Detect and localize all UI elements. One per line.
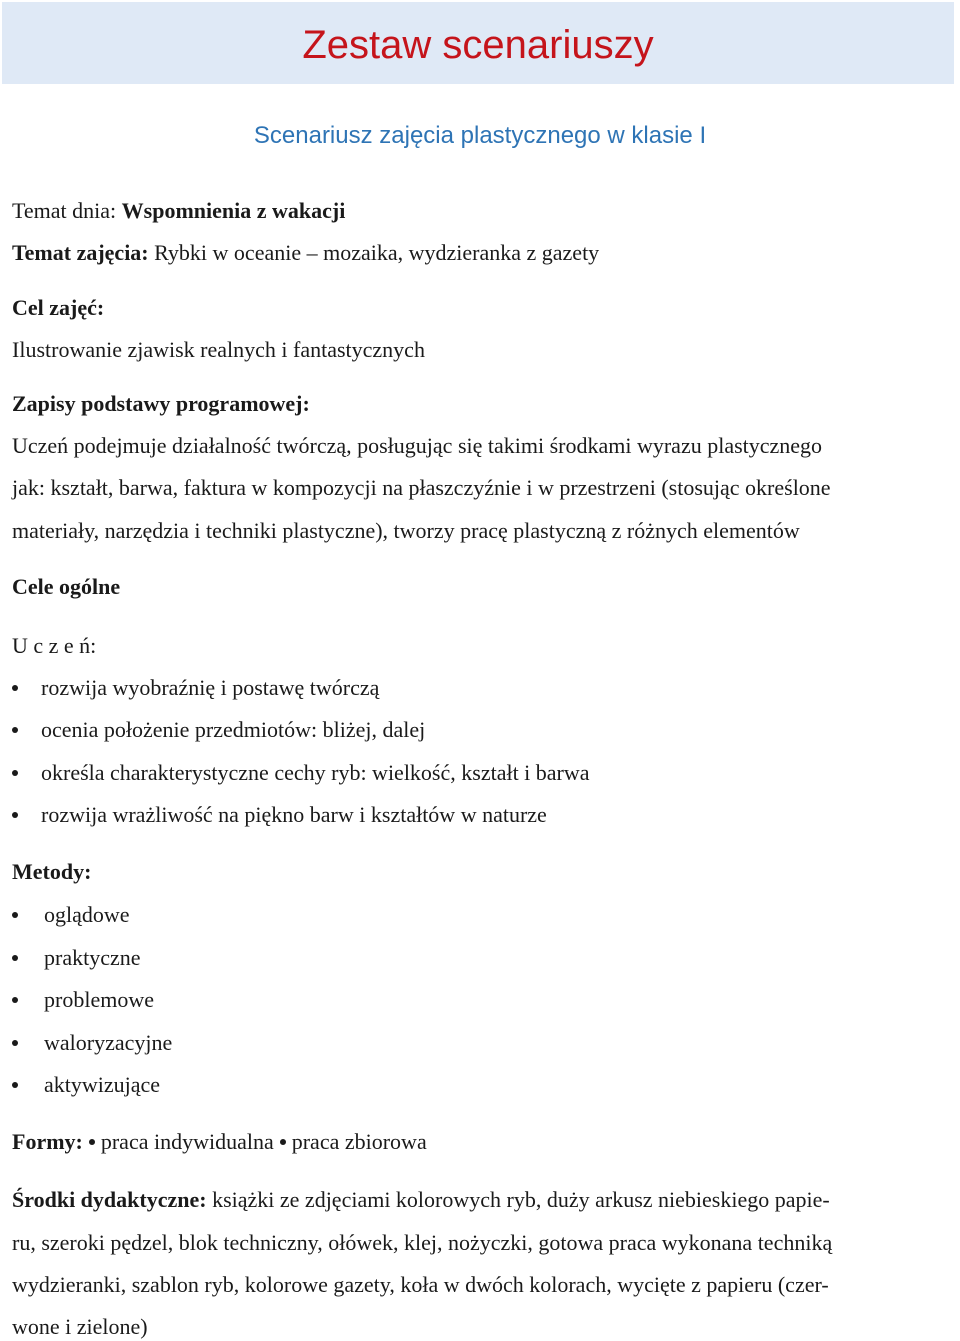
scenario-subtitle: Scenariusz zajęcia plastycznego w klasie I [253, 122, 707, 149]
srodki-continuation: wone i zielone) [12, 1314, 148, 1339]
uczen-label: U c z e ń: [12, 633, 97, 658]
title-banner [2, 2, 954, 84]
srodki-continuation: ru, szeroki pędzel, blok techniczny, ołówek, klej, nożyczki, gotowa praca wykonana techniką [12, 1230, 833, 1255]
bullet-dot [280, 1139, 286, 1145]
srodki-line [12, 1186, 830, 1214]
formy-item: praca indywidualna [100, 1129, 274, 1154]
temat-dnia-line [12, 197, 345, 225]
temat-zajecia-line [12, 239, 599, 267]
cele-ogolne-label: Cele ogólne [12, 574, 121, 599]
cel-value: Ilustrowanie zjawisk realnych i fantastycznych [12, 337, 425, 362]
temat-dnia-value: Wspomnienia z wakacji [121, 198, 346, 223]
temat-zajecia-label: Temat zajęcia: [12, 240, 149, 265]
formy-item: praca zbiorowa [291, 1129, 427, 1154]
zapisy-line: materiały, narzędzia i techniki plastyczne), tworzy pracę plastyczną z różnych elementów [12, 518, 800, 543]
temat-dnia-label: Temat dnia: [12, 198, 122, 223]
srodki-first: książki ze zdjęciami kolorowych ryb, duży arkusz niebieskiego papie- [206, 1187, 830, 1212]
cel-label: Cel zajęć: [12, 295, 105, 320]
formy-label: Formy: [12, 1129, 83, 1154]
zapisy-line: jak: kształt, barwa, faktura w kompozycji na płaszczyźnie i w przestrzeni (stosując określone [12, 475, 831, 500]
zapisy-label: Zapisy podstawy programowej: [12, 391, 310, 416]
srodki-label: Środki dydaktyczne: [12, 1187, 207, 1212]
zapisy-line: Uczeń podejmuje działalność twórczą, posługując się takimi środkami wyrazu plastycznego [12, 433, 823, 458]
metody-label: Metody: [12, 859, 92, 884]
formy-line [12, 1128, 427, 1156]
srodki-continuation: wydzieranki, szablon ryb, kolorowe gazety, koła w dwóch kolorach, wycięte z papieru (czer- [12, 1272, 829, 1297]
bullet-dot [89, 1139, 95, 1145]
temat-zajecia-value: Rybki w oceanie – mozaika, wydzieranka z gazety [148, 240, 600, 265]
document-title: Zestaw scenariuszy [302, 23, 654, 67]
